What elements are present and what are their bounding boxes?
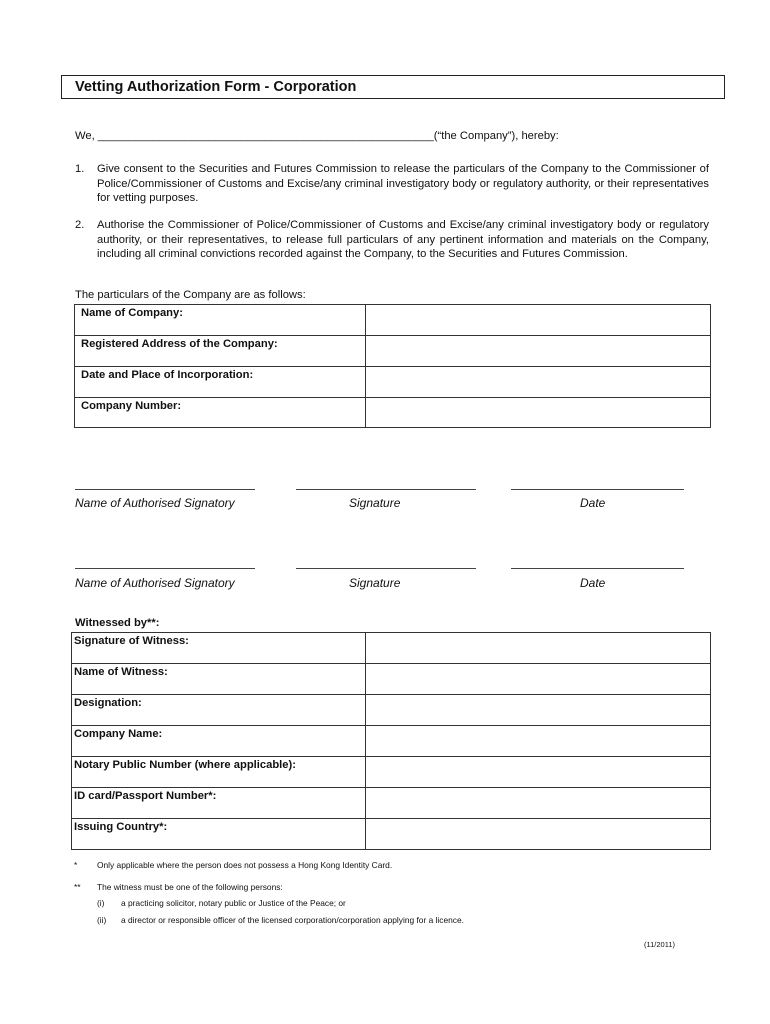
- footnote-sub-ii-text: a director or responsible officer of the licensed corporation/corporation applying for a licence.: [121, 915, 464, 925]
- footnote-sub-ii-mark: (ii): [97, 915, 107, 925]
- footnote-double-star-text: The witness must be one of the following persons:: [97, 882, 283, 892]
- signatory-name-line[interactable]: [75, 489, 255, 490]
- id-passport-number-input[interactable]: [366, 788, 711, 819]
- date-line[interactable]: [511, 568, 684, 569]
- footnote-star-text: Only applicable where the person does not possess a Hong Kong Identity Card.: [97, 860, 393, 870]
- footnote-sub-i-text: a practicing solicitor, notary public or Justice of the Peace; or: [121, 898, 346, 908]
- notary-public-number-input[interactable]: [366, 757, 711, 788]
- witness-company-name-input[interactable]: [366, 726, 711, 757]
- item-1-number: 1.: [75, 163, 85, 175]
- signatory-name-caption: Name of Authorised Signatory: [75, 496, 235, 510]
- footnote-sub-i-mark: (i): [97, 898, 105, 908]
- item-2-number: 2.: [75, 219, 85, 231]
- date-caption: Date: [580, 576, 606, 590]
- witnessed-by-heading: Witnessed by**:: [75, 617, 160, 629]
- company-name-input[interactable]: [366, 305, 711, 336]
- date-line[interactable]: [511, 489, 684, 490]
- footnote-double-star-mark: **: [74, 882, 81, 892]
- signatory-name-line[interactable]: [75, 568, 255, 569]
- item-2-text: Authorise the Commissioner of Police/Commissioner of Customs and Excise/any criminal investigatory body or regulatory authority, or their representatives, to release full particulars of any pertinent information and materials on the Company, including all criminal convictions recorded against the Company, to the Securities and Futures Commission.: [97, 219, 709, 261]
- registered-address-input[interactable]: [366, 336, 711, 367]
- witness-name-input[interactable]: [366, 664, 711, 695]
- item-1-text: Give consent to the Securities and Futures Commission to release the particulars of the Company to the Commissioner of Police/Commissioner of Customs and Excise/any criminal investigatory body or regulatory authority, or their representatives for vetting purposes.: [97, 163, 709, 205]
- company-field-label: Registered Address of the Company:: [75, 336, 366, 367]
- witness-field-label: ID card/Passport Number*:: [72, 788, 366, 819]
- incorporation-input[interactable]: [366, 367, 711, 398]
- we-line: We, ______________________________________________________(“the Company”), hereby:: [75, 130, 559, 142]
- date-caption: Date: [580, 496, 606, 510]
- company-particulars-table: [74, 304, 711, 428]
- form-title: Vetting Authorization Form - Corporation: [75, 79, 357, 95]
- witness-field-label: Issuing Country*:: [72, 819, 366, 850]
- witness-field-label: Name of Witness:: [72, 664, 366, 695]
- issuing-country-input[interactable]: [366, 819, 711, 850]
- form-version: (11/2011): [644, 940, 675, 949]
- witness-table: [71, 632, 711, 850]
- signature-caption: Signature: [349, 576, 401, 590]
- form-title-box: [61, 75, 725, 99]
- signatory-name-caption: Name of Authorised Signatory: [75, 576, 235, 590]
- company-field-label: Date and Place of Incorporation:: [75, 367, 366, 398]
- company-field-label: Name of Company:: [75, 305, 366, 336]
- particulars-intro: The particulars of the Company are as follows:: [75, 289, 306, 301]
- designation-input[interactable]: [366, 695, 711, 726]
- signature-line[interactable]: [296, 568, 476, 569]
- witness-field-label: Designation:: [72, 695, 366, 726]
- witness-signature-input[interactable]: [366, 633, 711, 664]
- witness-field-label: Notary Public Number (where applicable):: [72, 757, 366, 788]
- footnote-star-mark: *: [74, 860, 78, 870]
- signature-line[interactable]: [296, 489, 476, 490]
- company-field-label: Company Number:: [75, 398, 366, 428]
- company-number-input[interactable]: [366, 398, 711, 428]
- witness-field-label: Company Name:: [72, 726, 366, 757]
- witness-field-label: Signature of Witness:: [72, 633, 366, 664]
- signature-caption: Signature: [349, 496, 401, 510]
